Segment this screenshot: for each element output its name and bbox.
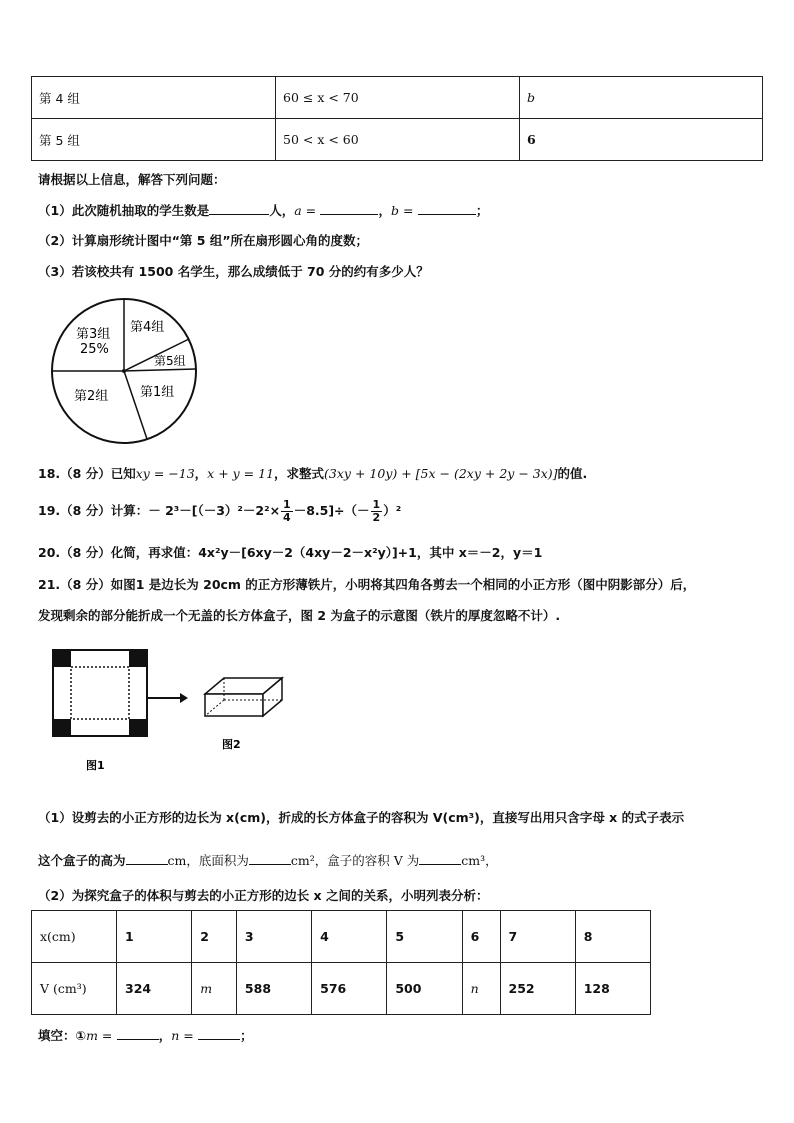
pie-label-g4: 第4组: [130, 320, 165, 335]
group-cell: 第 5 组: [32, 119, 276, 161]
problem-18: 18.（8 分）已知xy = −13，x + y = 11，求整式(3xy + 10y) + [5x − (2xy + 2y − 3x)]的值.: [38, 466, 588, 481]
question-2: （2）计算扇形统计图中“第 5 组”所在扇形圆心角的度数；: [38, 233, 369, 248]
v-header: V (cm³): [32, 963, 117, 1015]
v-cell: 588: [236, 963, 311, 1015]
arrow-head: [180, 693, 188, 703]
pie-center: [122, 369, 126, 373]
figure-1-label: 图1: [86, 759, 105, 772]
group-table: [31, 76, 763, 161]
answer-blank[interactable]: [198, 1027, 240, 1040]
pie-label-g2: 第2组: [74, 389, 109, 404]
problem-21-part1-line2: 这个盒子的高为 cm，底面积为 cm²，盒子的容积 V 为 cm³，: [38, 853, 498, 868]
table-row: [32, 963, 651, 1015]
table-row: [32, 911, 651, 963]
problem-21-line2: 发现剩余的部分能折成一个无盖的长方体盒子，图 2 为盒子的示意图（铁片的厚度忽略不计）.: [38, 608, 561, 623]
x-cell: 6: [462, 911, 500, 963]
pie-label-g3-percent: 25%: [80, 342, 109, 357]
v-cell: 128: [575, 963, 650, 1015]
v-cell: n: [462, 963, 500, 1015]
v-cell: 252: [500, 963, 575, 1015]
x-header: x(cm): [32, 911, 117, 963]
problem-21-line1: 21.（8 分）如图1 是边长为 20cm 的正方形薄铁片，小明将其四角各剪去一个相同的小正方形（图中阴影部分）后，: [38, 577, 696, 592]
question-3: （3）若该校共有 1500 名学生，那么成绩低于 70 分的约有多少人？: [38, 264, 429, 279]
fraction: $\frac{1}{4}$: [283, 498, 291, 524]
answer-blank[interactable]: [126, 852, 168, 865]
table-row: [32, 77, 763, 119]
volume-table: [31, 910, 651, 1015]
fill-in-line: 填空：①m = ，n = ；: [38, 1028, 253, 1043]
x-cell: 3: [236, 911, 311, 963]
figure-1-sheet: [53, 650, 147, 736]
problem-21-part1-line1: （1）设剪去的小正方形的边长为 x(cm)，折成的长方体盒子的容积为 V(cm³)，直接写出用只含字母 x 的式子表示: [38, 810, 685, 825]
v-cell: 500: [387, 963, 462, 1015]
x-cell: 8: [575, 911, 650, 963]
problem-19: 19.（8 分）计算：－ 2³－[（－3）²－2²× $\frac{1}{4}$ －8.5]÷（－ $\frac{1}{2}$ ）²: [38, 498, 402, 524]
fraction: $\frac{1}{2}$: [372, 498, 381, 524]
x-cell: 5: [387, 911, 462, 963]
problem-21-part2: （2）为探究盒子的体积与剪去的小正方形的边长 x 之间的关系，小明列表分析：: [38, 888, 489, 903]
pie-chart: [48, 297, 208, 447]
answer-blank[interactable]: [249, 852, 291, 865]
pie-label-g1: 第1组: [140, 385, 175, 400]
x-cell: 4: [312, 911, 387, 963]
pie-label-g5: 第5组: [154, 354, 186, 368]
answer-blank[interactable]: [320, 202, 378, 215]
x-cell: 7: [500, 911, 575, 963]
answer-blank[interactable]: [117, 1027, 159, 1040]
figure-2-box: [205, 678, 282, 716]
range-cell: 50 < x < 60: [276, 119, 520, 161]
v-cell: m: [192, 963, 237, 1015]
table-row: [32, 119, 763, 161]
figure-2-label: 图2: [222, 738, 241, 751]
range-cell: 60 ≤ x < 70: [276, 77, 520, 119]
count-cell: b: [520, 77, 763, 119]
figures: [50, 647, 290, 777]
v-cell: 324: [117, 963, 192, 1015]
question-1: （1）此次随机抽取的学生数是 人，a = ，b = ；: [38, 203, 489, 218]
answer-blank[interactable]: [209, 202, 269, 215]
x-cell: 2: [192, 911, 237, 963]
problem-20: 20.（8 分）化简，再求值：4x²y－[6xy－2（4xy－2－x²y）]+1，其中 x＝－2，y＝1: [38, 545, 543, 560]
pie-label-g3: 第3组: [76, 327, 111, 342]
x-cell: 1: [117, 911, 192, 963]
group-cell: 第 4 组: [32, 77, 276, 119]
answer-blank[interactable]: [419, 852, 461, 865]
count-cell: 6: [520, 119, 763, 161]
v-cell: 576: [312, 963, 387, 1015]
intro-text: 请根据以上信息，解答下列问题：: [38, 172, 226, 187]
answer-blank[interactable]: [418, 202, 476, 215]
